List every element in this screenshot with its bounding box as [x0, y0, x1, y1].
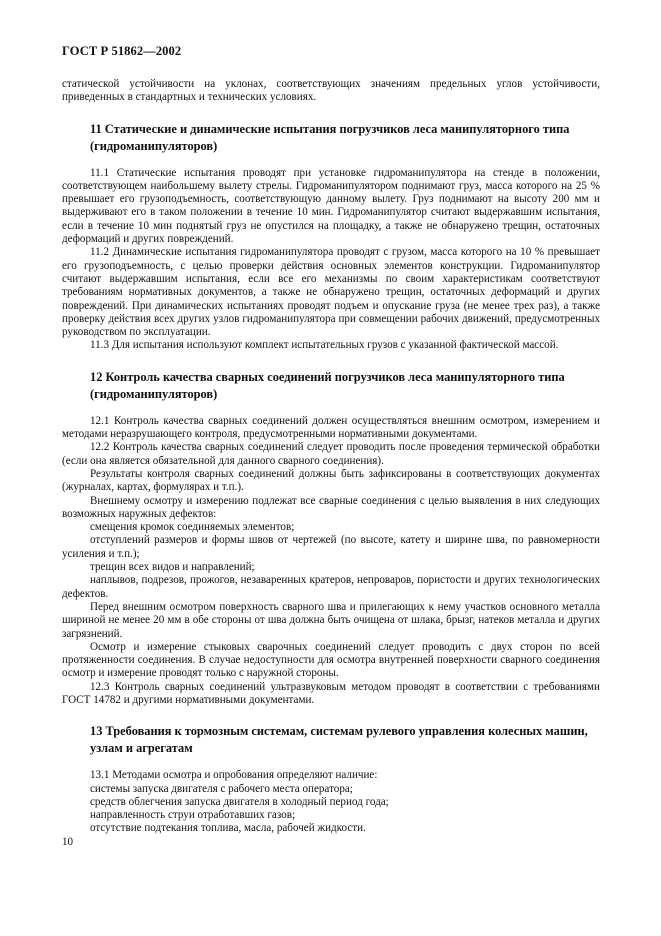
intro-paragraph: статической устойчивости на уклонах, соответствующих значениям предельных углов устойчивости, приведенных в стандартных и технических условиях. — [62, 78, 600, 104]
list-item-requirement-1: системы запуска двигателя с рабочего места оператора; — [90, 782, 353, 795]
list-item-defect-4: наплывов, подрезов, прожогов, незаваренных кратеров, непроваров, пористости и других технологических дефектов. — [62, 574, 600, 600]
paragraph-12-results: Результаты контроля сварных соединений должны быть зафиксированы в соответствующих документах (журналах, картах, формулярах и т.п.). — [62, 467, 600, 494]
list-item-defect-3: трещин всех видов и направлений; — [90, 561, 255, 574]
paragraph-12-inspection: Внешнему осмотру и измерению подлежат все сварные соединения с целью выявления в них следующих возможных наружных дефектов: — [62, 494, 600, 520]
list-item-requirement-3: направленность струи отработавших газов; — [90, 809, 296, 822]
list-item-requirement-2: средств облегчения запуска двигателя в холодный период года; — [90, 795, 389, 808]
section-title-12: 12 Контроль качества сварных соединений погрузчиков леса манипуляторного типа (гидроманипуляторов) — [90, 369, 565, 401]
paragraph-12-3: 12.3 Контроль сварных соединений ультразвуковым методом проводят в соответствии с требованиями ГОСТ 14782 и другими нормативными документами. — [62, 680, 600, 706]
section-title-11: 11 Статические и динамические испытания погрузчиков леса манипуляторного типа (гидроманипуляторов) — [90, 121, 570, 153]
document-header: ГОСТ Р 51862—2002 — [62, 44, 182, 58]
paragraph-13-1: 13.1 Методами осмотра и опробования определяют наличие: — [90, 769, 378, 782]
paragraph-11-3: 11.3 Для испытания используют комплект испытательных грузов с указанной фактической массой. — [90, 339, 559, 352]
document-body — [62, 78, 600, 836]
page-number: 10 — [62, 836, 74, 848]
paragraph-12-2: 12.2 Контроль качества сварных соединений следует проводить после проведения термической обработки (если она является обязательной для данного сварного соединения). — [62, 441, 600, 467]
paragraph-11-1: 11.1 Статические испытания проводят при установке гидроманипулятора на стенде в положении, соответствующем наибольшему вылету стрелы. Гидроманипулятором поднимают груз, масса которого на 25 % превышает его грузоподъемность, соответствующую данному вылету. Груз поднимают на высоту 200 мм и выдерживают его в таком положении в течение 10 мин. Гидроманипулятор считают выдержавшим испытания, если в течение 10 мин поднятый груз не опустился на площадку, а также не обнаружено трещин, остаточных деформаций и других повреждений. — [62, 166, 600, 246]
paragraph-12-1: 12.1 Контроль качества сварных соединений должен осуществляться внешним осмотром, измерением и методами неразрушающего контроля, предусмотренными нормативными документами. — [62, 414, 600, 441]
paragraph-12-cleaning: Перед внешним осмотром поверхность сварного шва и прилегающих к нему участков основного металла шириной не менее 20 мм в обе стороны от шва должна быть очищена от шлака, брызг, натеков металла и других загрязнений. — [62, 600, 600, 640]
paragraph-11-2: 11.2 Динамические испытания гидроманипулятора проводят с грузом, масса которого на 10 % превышает его грузоподъемность, с целью проверки действия основных элементов конструкции. Гидроманипулятор считают выдержавшим испытания, если все его механизмы по своим характеристикам соответствуют требованиям нормативных документов, а также не обнаружено трещин, остаточных деформаций и других повреждений. При динамических испытаниях проводят подъем и опускание груза (не менее трех раз), а также проверку действия всех других узлов гидроманипулятора при совмещении рабочих движений, предусмотренных руководством по эксплуатации. — [62, 246, 600, 339]
list-item-defect-1: смещения кромок соединяемых элементов; — [90, 521, 295, 534]
list-item-requirement-4: отсутствие подтекания топлива, масла, рабочей жидкости. — [90, 822, 366, 835]
list-item-defect-2: отступлений размеров и формы швов от чертежей (по высоте, катету и ширине шва, по равномерности усиления и т.п.); — [62, 534, 600, 560]
section-title-13: 13 Требования к тормозным системам, системам рулевого управления колесных машин, узлам и агрегатам — [90, 724, 588, 756]
paragraph-12-butt-joints: Осмотр и измерение стыковых сварочных соединений следует проводить с двух сторон по всей протяженности соединения. В случае недоступности для осмотра внутренней поверхности сварного соединения осмотр и измерение проводят только с наружной стороны. — [62, 640, 600, 680]
